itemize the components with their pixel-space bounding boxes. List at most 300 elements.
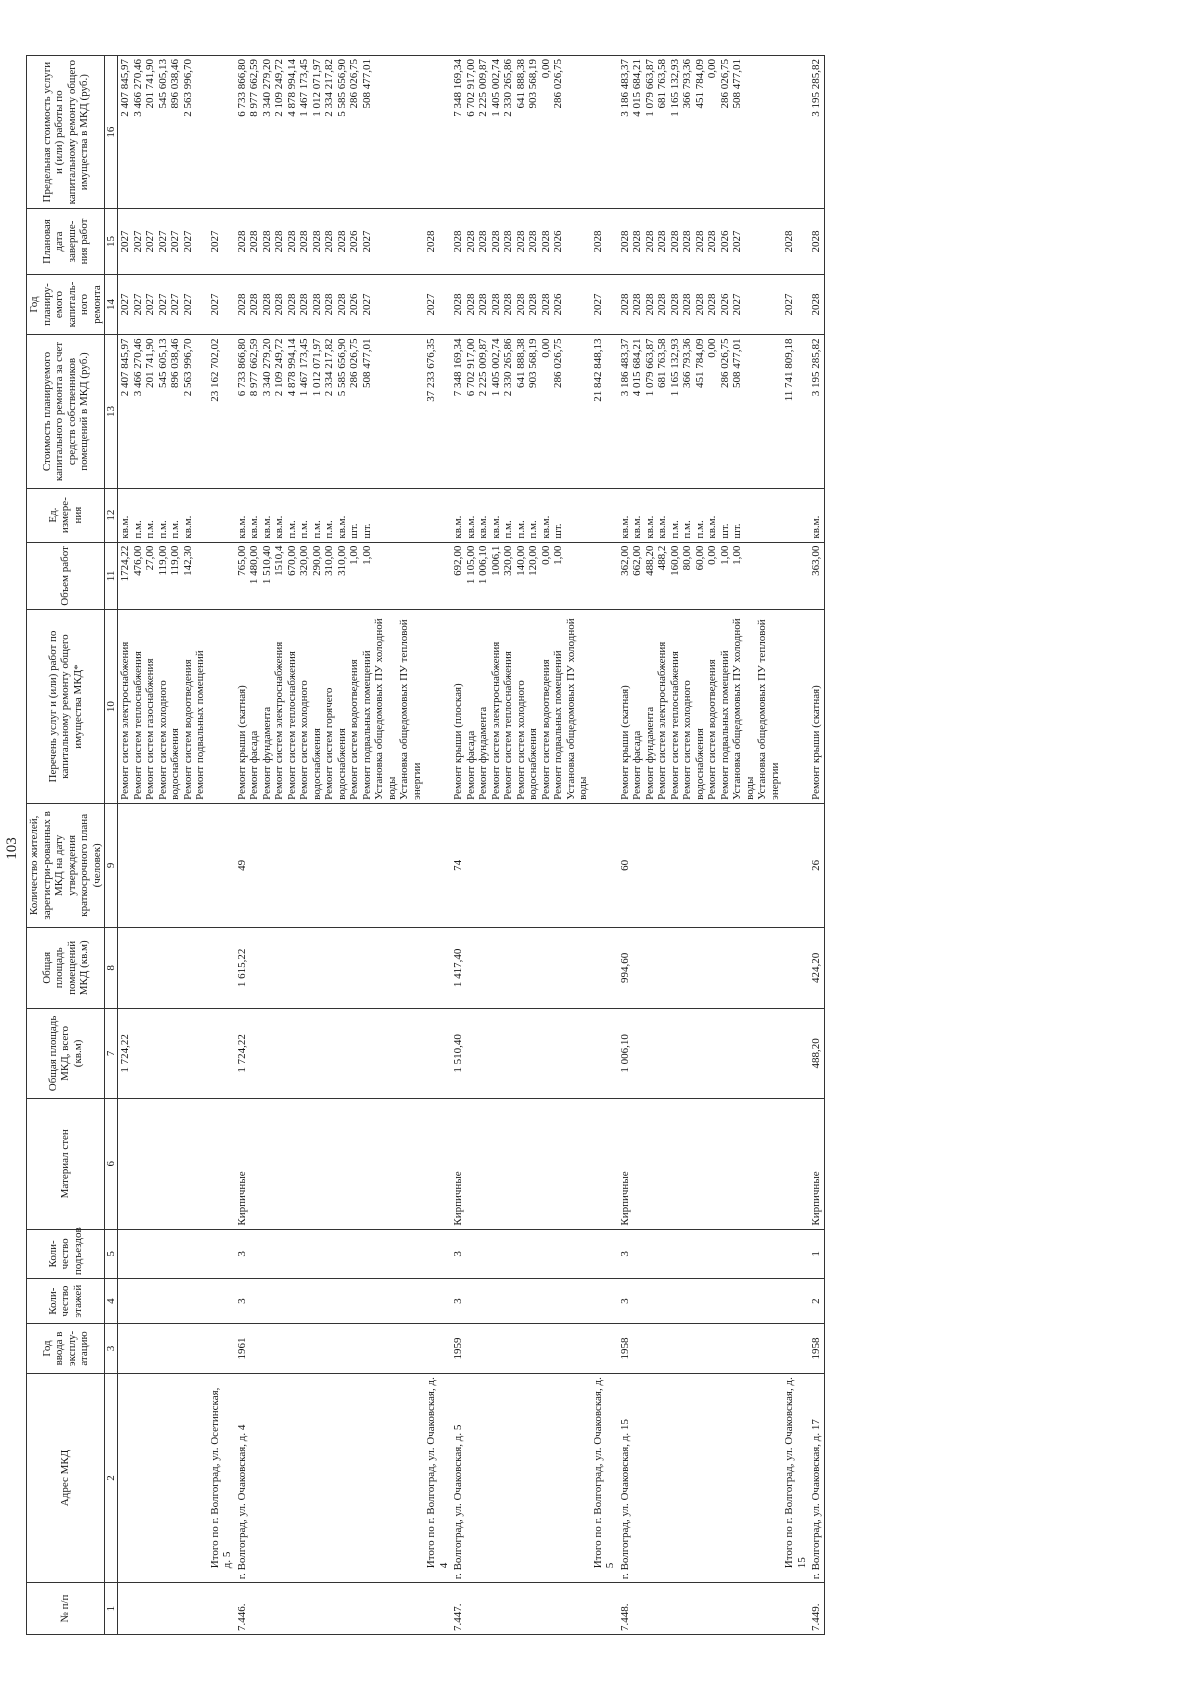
row-number — [424, 1583, 451, 1635]
work-year-line: 2028 — [656, 293, 668, 316]
total-cost: 23 162 702,02 — [208, 335, 235, 488]
floors — [118, 1279, 208, 1324]
empty-cell — [591, 488, 618, 542]
empty-cell — [208, 1229, 235, 1279]
header-cell: Коли-чество подъездов — [27, 1229, 105, 1279]
work-limit-line: 3 195 285,82 — [810, 59, 822, 117]
empty-cell — [424, 488, 451, 542]
work-cost-line: 1 405 002,74 — [489, 338, 502, 397]
address: г. Волгоград, ул. Очаковская, д. 17 — [809, 1373, 824, 1582]
header-cell: Перечень услуг и (или) работ по капитальному ремонту общего имущества МКД* — [27, 610, 105, 804]
work-limit-line: 8 977 662,59 — [248, 59, 260, 117]
work-volume-line: 320,00 — [502, 545, 514, 576]
work-cost-line: 3 340 279,20 — [260, 338, 273, 397]
work-volume-line: 1,00 — [348, 545, 360, 565]
col-number: 1 — [105, 1583, 118, 1635]
row-number: 7.446. — [235, 1583, 425, 1635]
table-row — [618, 56, 783, 1635]
work-limit-line: 2 563 996,70 — [181, 59, 194, 117]
empty-cell — [208, 1279, 235, 1324]
work-limit — [451, 56, 591, 209]
commission-year — [118, 1324, 208, 1374]
col-number: 14 — [105, 274, 118, 335]
col-number: 12 — [105, 488, 118, 542]
total-limit — [591, 56, 618, 209]
work-list — [451, 610, 591, 804]
work-cost-line: 286 026,75 — [718, 338, 731, 388]
work-year-line: 2028 — [693, 293, 706, 316]
work-year-line: 2028 — [298, 293, 310, 316]
area-total: 488,20 — [809, 1008, 824, 1098]
work-cost-line: 1 012 071,97 — [310, 338, 323, 397]
work-limit-line: 6 733 866,80 — [235, 59, 248, 117]
work-limit — [118, 56, 208, 209]
work-year-line: 2028 — [273, 293, 285, 316]
work-volume — [809, 542, 824, 610]
empty-cell — [591, 1008, 618, 1098]
total-year: 2027 — [591, 274, 618, 335]
work-unit-line: п.м. — [169, 520, 181, 539]
work-list-line: Установка общедомовых ПУ холодной воды — [731, 618, 756, 800]
work-end-line: 2028 — [643, 230, 656, 253]
work-unit-line: кв.м. — [235, 515, 248, 539]
work-unit-line: п.м. — [298, 520, 310, 539]
work-unit — [451, 488, 591, 542]
work-list-line: Ремонт систем водоотведения — [348, 659, 360, 800]
work-volume-line: 1,00 — [731, 545, 743, 565]
total-end: 2027 — [208, 209, 235, 274]
work-volume-line: 765,00 — [235, 545, 248, 576]
area-premises — [118, 927, 208, 1008]
total-end: 2028 — [591, 209, 618, 274]
work-unit — [618, 488, 783, 542]
work-volume-line: 1 510,40 — [260, 545, 273, 585]
work-unit-line: п.м. — [323, 520, 335, 539]
work-cost-line: 8 977 662,59 — [248, 338, 260, 397]
work-list-line: Ремонт фасада — [631, 730, 643, 800]
total-limit — [782, 56, 809, 209]
area-total: 1 724,22 — [118, 1008, 208, 1098]
residents: 26 — [809, 803, 824, 927]
work-limit — [809, 56, 824, 209]
work-end-line: 2026 — [552, 230, 564, 253]
empty-cell — [208, 927, 235, 1008]
work-cost-line: 451 784,09 — [693, 338, 706, 388]
work-limit-line: 286 026,75 — [552, 59, 564, 109]
empty-cell — [591, 1098, 618, 1229]
work-list-line: Ремонт подвальных помещений — [360, 650, 373, 800]
work-year-line: 2028 — [323, 293, 335, 316]
col-number: 16 — [105, 56, 118, 209]
work-end-line: 2026 — [718, 230, 731, 253]
total-row — [424, 56, 451, 1635]
row-number: 7.449. — [809, 1583, 824, 1635]
work-cost — [451, 335, 591, 488]
work-volume — [451, 542, 591, 610]
work-end-line: 2028 — [514, 230, 527, 253]
work-year-line: 2028 — [618, 293, 631, 316]
work-year-line: 2028 — [631, 293, 643, 316]
work-unit-line: п.м. — [527, 520, 539, 539]
work-limit-line: 3 186 483,37 — [618, 59, 631, 117]
work-volume-line: 60,00 — [693, 545, 706, 571]
commission-year: 1958 — [809, 1324, 824, 1374]
work-year-line: 2028 — [706, 293, 718, 316]
work-list-line: Ремонт систем горячего водоснабжения — [323, 687, 348, 800]
total-year: 2027 — [208, 274, 235, 335]
empty-cell — [424, 1008, 451, 1098]
work-end-line: 2028 — [693, 230, 706, 253]
entrances: 3 — [235, 1229, 425, 1279]
col-number: 5 — [105, 1229, 118, 1279]
work-end — [618, 209, 783, 274]
work-unit-line: кв.м. — [119, 515, 131, 539]
work-year — [235, 274, 425, 335]
work-limit-line: 4 015 684,21 — [631, 59, 643, 117]
work-volume — [618, 542, 783, 610]
table-body — [118, 56, 825, 1635]
commission-year: 1961 — [235, 1324, 425, 1374]
work-year-line: 2027 — [119, 293, 131, 316]
work-volume-line: 120,00 — [527, 545, 539, 576]
work-volume-line: 1,00 — [718, 545, 731, 565]
work-limit-line: 508 477,01 — [731, 59, 743, 109]
work-limit-line: 508 477,01 — [360, 59, 373, 109]
row-number — [591, 1583, 618, 1635]
work-limit-line: 366 793,36 — [681, 59, 693, 109]
work-unit-line: п.м. — [668, 520, 681, 539]
work-list — [809, 610, 824, 804]
col-number: 3 — [105, 1324, 118, 1374]
work-list — [118, 610, 208, 804]
work-end-line: 2028 — [273, 230, 285, 253]
work-volume-line: 0,00 — [539, 545, 552, 565]
work-end-line: 2027 — [169, 230, 181, 253]
work-volume-line: 310,00 — [323, 545, 335, 576]
col-number: 8 — [105, 927, 118, 1008]
work-limit-line: 286 026,75 — [718, 59, 731, 109]
work-end-line: 2028 — [335, 230, 348, 253]
work-year-line: 2028 — [527, 293, 539, 316]
work-cost — [809, 335, 824, 488]
work-cost-line: 5 585 656,90 — [335, 338, 348, 397]
work-end-line: 2028 — [631, 230, 643, 253]
work-volume-line: 290,00 — [310, 545, 323, 576]
work-unit-line: шт. — [552, 523, 564, 539]
work-volume-line: 1 480,00 — [248, 545, 260, 585]
work-volume-line: 1006,1 — [489, 545, 502, 576]
commission-year: 1958 — [618, 1324, 783, 1374]
work-year-line: 2028 — [235, 293, 248, 316]
work-volume-line: 27,00 — [144, 545, 156, 571]
address: г. Волгоград, ул. Очаковская, д. 4 — [235, 1373, 425, 1582]
work-cost-line: 0,00 — [539, 338, 552, 358]
work-limit — [235, 56, 425, 209]
floors: 3 — [451, 1279, 591, 1324]
area-total: 1 724,22 — [235, 1008, 425, 1098]
empty-cell — [591, 542, 618, 610]
work-volume-line: 160,00 — [668, 545, 681, 576]
work-limit-line: 1 079 663,87 — [643, 59, 656, 117]
work-year-line: 2028 — [539, 293, 552, 316]
column-number-row — [105, 56, 118, 1635]
work-limit-line: 0,00 — [539, 59, 552, 79]
work-year-line: 2027 — [144, 293, 156, 316]
address: г. Волгоград, ул. Очаковская, д. 15 — [618, 1373, 783, 1582]
work-cost-line: 2 407 845,97 — [119, 338, 131, 397]
address — [118, 1373, 208, 1582]
row-number — [782, 1583, 809, 1635]
work-list-line: Ремонт крыши (скатная) — [618, 685, 631, 800]
col-number: 7 — [105, 1008, 118, 1098]
work-end-line: 2028 — [489, 230, 502, 253]
work-limit-line: 2 330 265,86 — [502, 59, 514, 117]
work-end-line: 2028 — [323, 230, 335, 253]
header-cell: Год ввода в эксплу-атацию — [27, 1324, 105, 1374]
work-cost-line: 508 477,01 — [731, 338, 743, 388]
work-cost-line: 2 109 249,72 — [273, 338, 285, 397]
work-year-line: 2026 — [552, 293, 564, 316]
work-list-line: Ремонт систем теплоснабжения — [502, 651, 514, 800]
work-volume-line: 1,00 — [552, 545, 564, 565]
empty-cell — [591, 1229, 618, 1279]
entrances: 3 — [618, 1229, 783, 1279]
work-list-line: Ремонт крыши (плоская) — [452, 683, 464, 800]
empty-cell — [782, 488, 809, 542]
total-label: Итого по г. Волгоград, ул. Очаковская, д. 15 — [782, 1373, 809, 1582]
work-unit-line: п.м. — [156, 520, 169, 539]
total-label: Итого по г. Волгоград, ул. Очаковская, д. 4 — [424, 1373, 451, 1582]
work-list-line: Ремонт систем теплоснабжения — [131, 651, 144, 800]
work-cost-line: 3 186 483,37 — [618, 338, 631, 397]
work-year-line: 2027 — [169, 293, 181, 316]
work-end — [451, 209, 591, 274]
work-list-line: Ремонт крыши (скатная) — [810, 685, 822, 800]
work-volume-line: 1724,22 — [119, 545, 131, 582]
work-year-line: 2026 — [348, 293, 360, 316]
work-cost-line: 1 079 663,87 — [643, 338, 656, 397]
work-end-line: 2028 — [452, 230, 464, 253]
table-row — [235, 56, 425, 1635]
header-cell: Материал стен — [27, 1098, 105, 1229]
work-unit-line: п.м. — [693, 520, 706, 539]
work-year-line: 2027 — [131, 293, 144, 316]
work-unit-line: кв.м. — [248, 515, 260, 539]
total-row — [591, 56, 618, 1635]
empty-cell — [208, 610, 235, 804]
total-label: Итого по г. Волгоград, ул. Осетинская, д. 5 — [208, 1373, 235, 1582]
area-total: 1 510,40 — [451, 1008, 591, 1098]
repair-plan-table — [26, 55, 825, 1635]
work-unit-line: кв.м. — [656, 515, 668, 539]
work-end-line: 2028 — [527, 230, 539, 253]
work-volume-line: 363,00 — [810, 545, 822, 576]
work-list-line: Ремонт подвальных помещений — [194, 650, 206, 800]
header-cell: Коли-чество этажей — [27, 1279, 105, 1324]
work-year — [618, 274, 783, 335]
work-year-line: 2027 — [156, 293, 169, 316]
work-unit-line: кв.м. — [539, 515, 552, 539]
col-number: 15 — [105, 209, 118, 274]
work-list — [235, 610, 425, 804]
work-unit-line: кв.м. — [618, 515, 631, 539]
work-list — [618, 610, 783, 804]
work-year-line: 2028 — [514, 293, 527, 316]
work-unit-line: п.м. — [285, 520, 298, 539]
area-premises: 424,20 — [809, 927, 824, 1008]
work-end-line: 2027 — [360, 230, 373, 253]
work-unit-line: кв.м. — [477, 515, 489, 539]
work-end-line: 2027 — [131, 230, 144, 253]
entrances: 1 — [809, 1229, 824, 1279]
page-number: 103 — [4, 837, 20, 860]
work-volume-line: 692,00 — [452, 545, 464, 576]
work-cost-line: 6 702 917,00 — [464, 338, 477, 397]
work-limit — [618, 56, 783, 209]
empty-cell — [782, 610, 809, 804]
work-unit-line: шт. — [348, 523, 360, 539]
work-list-line: Ремонт систем водоотведения — [539, 659, 552, 800]
work-limit-line: 3 340 279,20 — [260, 59, 273, 117]
empty-cell — [782, 1008, 809, 1098]
work-end-line: 2028 — [668, 230, 681, 253]
wall-material: Кирпичные — [235, 1098, 425, 1229]
work-year-line: 2028 — [477, 293, 489, 316]
work-list-line: Ремонт фундамента — [260, 706, 273, 800]
work-cost-line: 903 568,19 — [527, 338, 539, 388]
work-year-line: 2028 — [285, 293, 298, 316]
header-cell: Плановая дата заверше-ния работ — [27, 209, 105, 274]
empty-cell — [208, 488, 235, 542]
work-limit-line: 2 109 249,72 — [273, 59, 285, 117]
work-volume-line: 119,00 — [169, 545, 181, 576]
work-unit-line: кв.м. — [464, 515, 477, 539]
empty-cell — [782, 1098, 809, 1229]
work-year-line: 2028 — [643, 293, 656, 316]
work-unit-line: шт. — [718, 523, 731, 539]
empty-cell — [782, 542, 809, 610]
total-row — [208, 56, 235, 1635]
work-limit-line: 2 334 217,82 — [323, 59, 335, 117]
work-volume-line: 320,00 — [298, 545, 310, 576]
work-unit-line: п.м. — [310, 520, 323, 539]
header-cell: Адрес МКД — [27, 1373, 105, 1582]
empty-cell — [424, 1279, 451, 1324]
work-end-line: 2028 — [477, 230, 489, 253]
floors: 3 — [618, 1279, 783, 1324]
work-limit-line: 681 763,58 — [656, 59, 668, 109]
work-limit-line: 896 038,46 — [169, 59, 181, 109]
address: г. Волгоград, ул. Очаковская, д. 5 — [451, 1373, 591, 1582]
header-cell: Общая площадь МКД, всего (кв.м) — [27, 1008, 105, 1098]
work-end-line: 2028 — [285, 230, 298, 253]
work-cost — [118, 335, 208, 488]
work-end-line: 2028 — [248, 230, 260, 253]
work-unit-line: шт. — [360, 523, 373, 539]
empty-cell — [782, 1324, 809, 1374]
work-volume-line: 80,00 — [681, 545, 693, 571]
entrances: 3 — [451, 1229, 591, 1279]
work-cost-line: 545 605,13 — [156, 338, 169, 388]
work-year-line: 2028 — [248, 293, 260, 316]
work-cost-line: 7 348 169,34 — [452, 338, 464, 397]
work-year-line: 2027 — [181, 293, 194, 316]
work-unit — [809, 488, 824, 542]
col-number: 10 — [105, 610, 118, 804]
total-limit — [424, 56, 451, 209]
work-volume-line: 1 105,00 — [464, 545, 477, 585]
work-list-line: Ремонт систем электроснабжения — [489, 641, 502, 800]
work-cost-line: 2 563 996,70 — [181, 338, 194, 397]
work-end — [235, 209, 425, 274]
work-volume-line: 1 006,10 — [477, 545, 489, 585]
work-limit-line: 1 405 002,74 — [489, 59, 502, 117]
floors: 2 — [809, 1279, 824, 1324]
work-limit-line: 1 012 071,97 — [310, 59, 323, 117]
work-list-line: Ремонт систем электроснабжения — [273, 641, 285, 800]
empty-cell — [782, 1229, 809, 1279]
work-cost-line: 6 733 866,80 — [235, 338, 248, 397]
work-year-line: 2027 — [731, 293, 743, 316]
empty-cell — [782, 1279, 809, 1324]
work-limit-line: 286 026,75 — [348, 59, 360, 109]
work-limit-line: 0,00 — [706, 59, 718, 79]
header-cell: Объем работ — [27, 542, 105, 610]
empty-cell — [591, 927, 618, 1008]
work-limit-line: 5 585 656,90 — [335, 59, 348, 117]
work-list-line: Ремонт систем холодного водоснабжения — [156, 680, 181, 800]
work-end-line: 2028 — [235, 230, 248, 253]
work-volume — [235, 542, 425, 610]
work-cost — [618, 335, 783, 488]
total-cost: 21 842 848,13 — [591, 335, 618, 488]
col-number: 13 — [105, 335, 118, 488]
work-year-line: 2026 — [718, 293, 731, 316]
work-year-line: 2028 — [810, 293, 822, 316]
work-cost-line: 201 741,90 — [144, 338, 156, 388]
residents: 74 — [451, 803, 591, 927]
work-limit-line: 201 741,90 — [144, 59, 156, 109]
work-year-line: 2027 — [360, 293, 373, 316]
work-end — [118, 209, 208, 274]
work-cost-line: 641 888,38 — [514, 338, 527, 388]
work-limit-line: 6 702 917,00 — [464, 59, 477, 117]
work-unit-line: кв.м. — [273, 515, 285, 539]
work-cost-line: 286 026,75 — [348, 338, 360, 388]
work-cost-line: 0,00 — [706, 338, 718, 358]
row-number: 7.448. — [618, 1583, 783, 1635]
header-cell: Количество жителей, зарегистри-рованных в МКД на дату утверждения краткосрочного плана (человек) — [27, 803, 105, 927]
work-cost-line: 1 467 173,45 — [298, 338, 310, 397]
row-number: 7.447. — [451, 1583, 591, 1635]
empty-cell — [208, 803, 235, 927]
work-volume-line: 662,00 — [631, 545, 643, 576]
table-row — [451, 56, 591, 1635]
work-volume-line: 488,20 — [643, 545, 656, 576]
work-list-line: Ремонт систем холодного водоснабжения — [681, 680, 706, 800]
work-end-line: 2028 — [539, 230, 552, 253]
work-end-line: 2027 — [144, 230, 156, 253]
empty-cell — [424, 803, 451, 927]
work-year-line: 2028 — [489, 293, 502, 316]
floors: 3 — [235, 1279, 425, 1324]
empty-cell — [424, 927, 451, 1008]
work-list-line: Ремонт систем холодного водоснабжения — [514, 680, 539, 800]
total-end: 2028 — [782, 209, 809, 274]
work-limit-line: 7 348 169,34 — [452, 59, 464, 117]
work-unit-line: кв.м. — [260, 515, 273, 539]
work-cost-line: 286 026,75 — [552, 338, 564, 388]
